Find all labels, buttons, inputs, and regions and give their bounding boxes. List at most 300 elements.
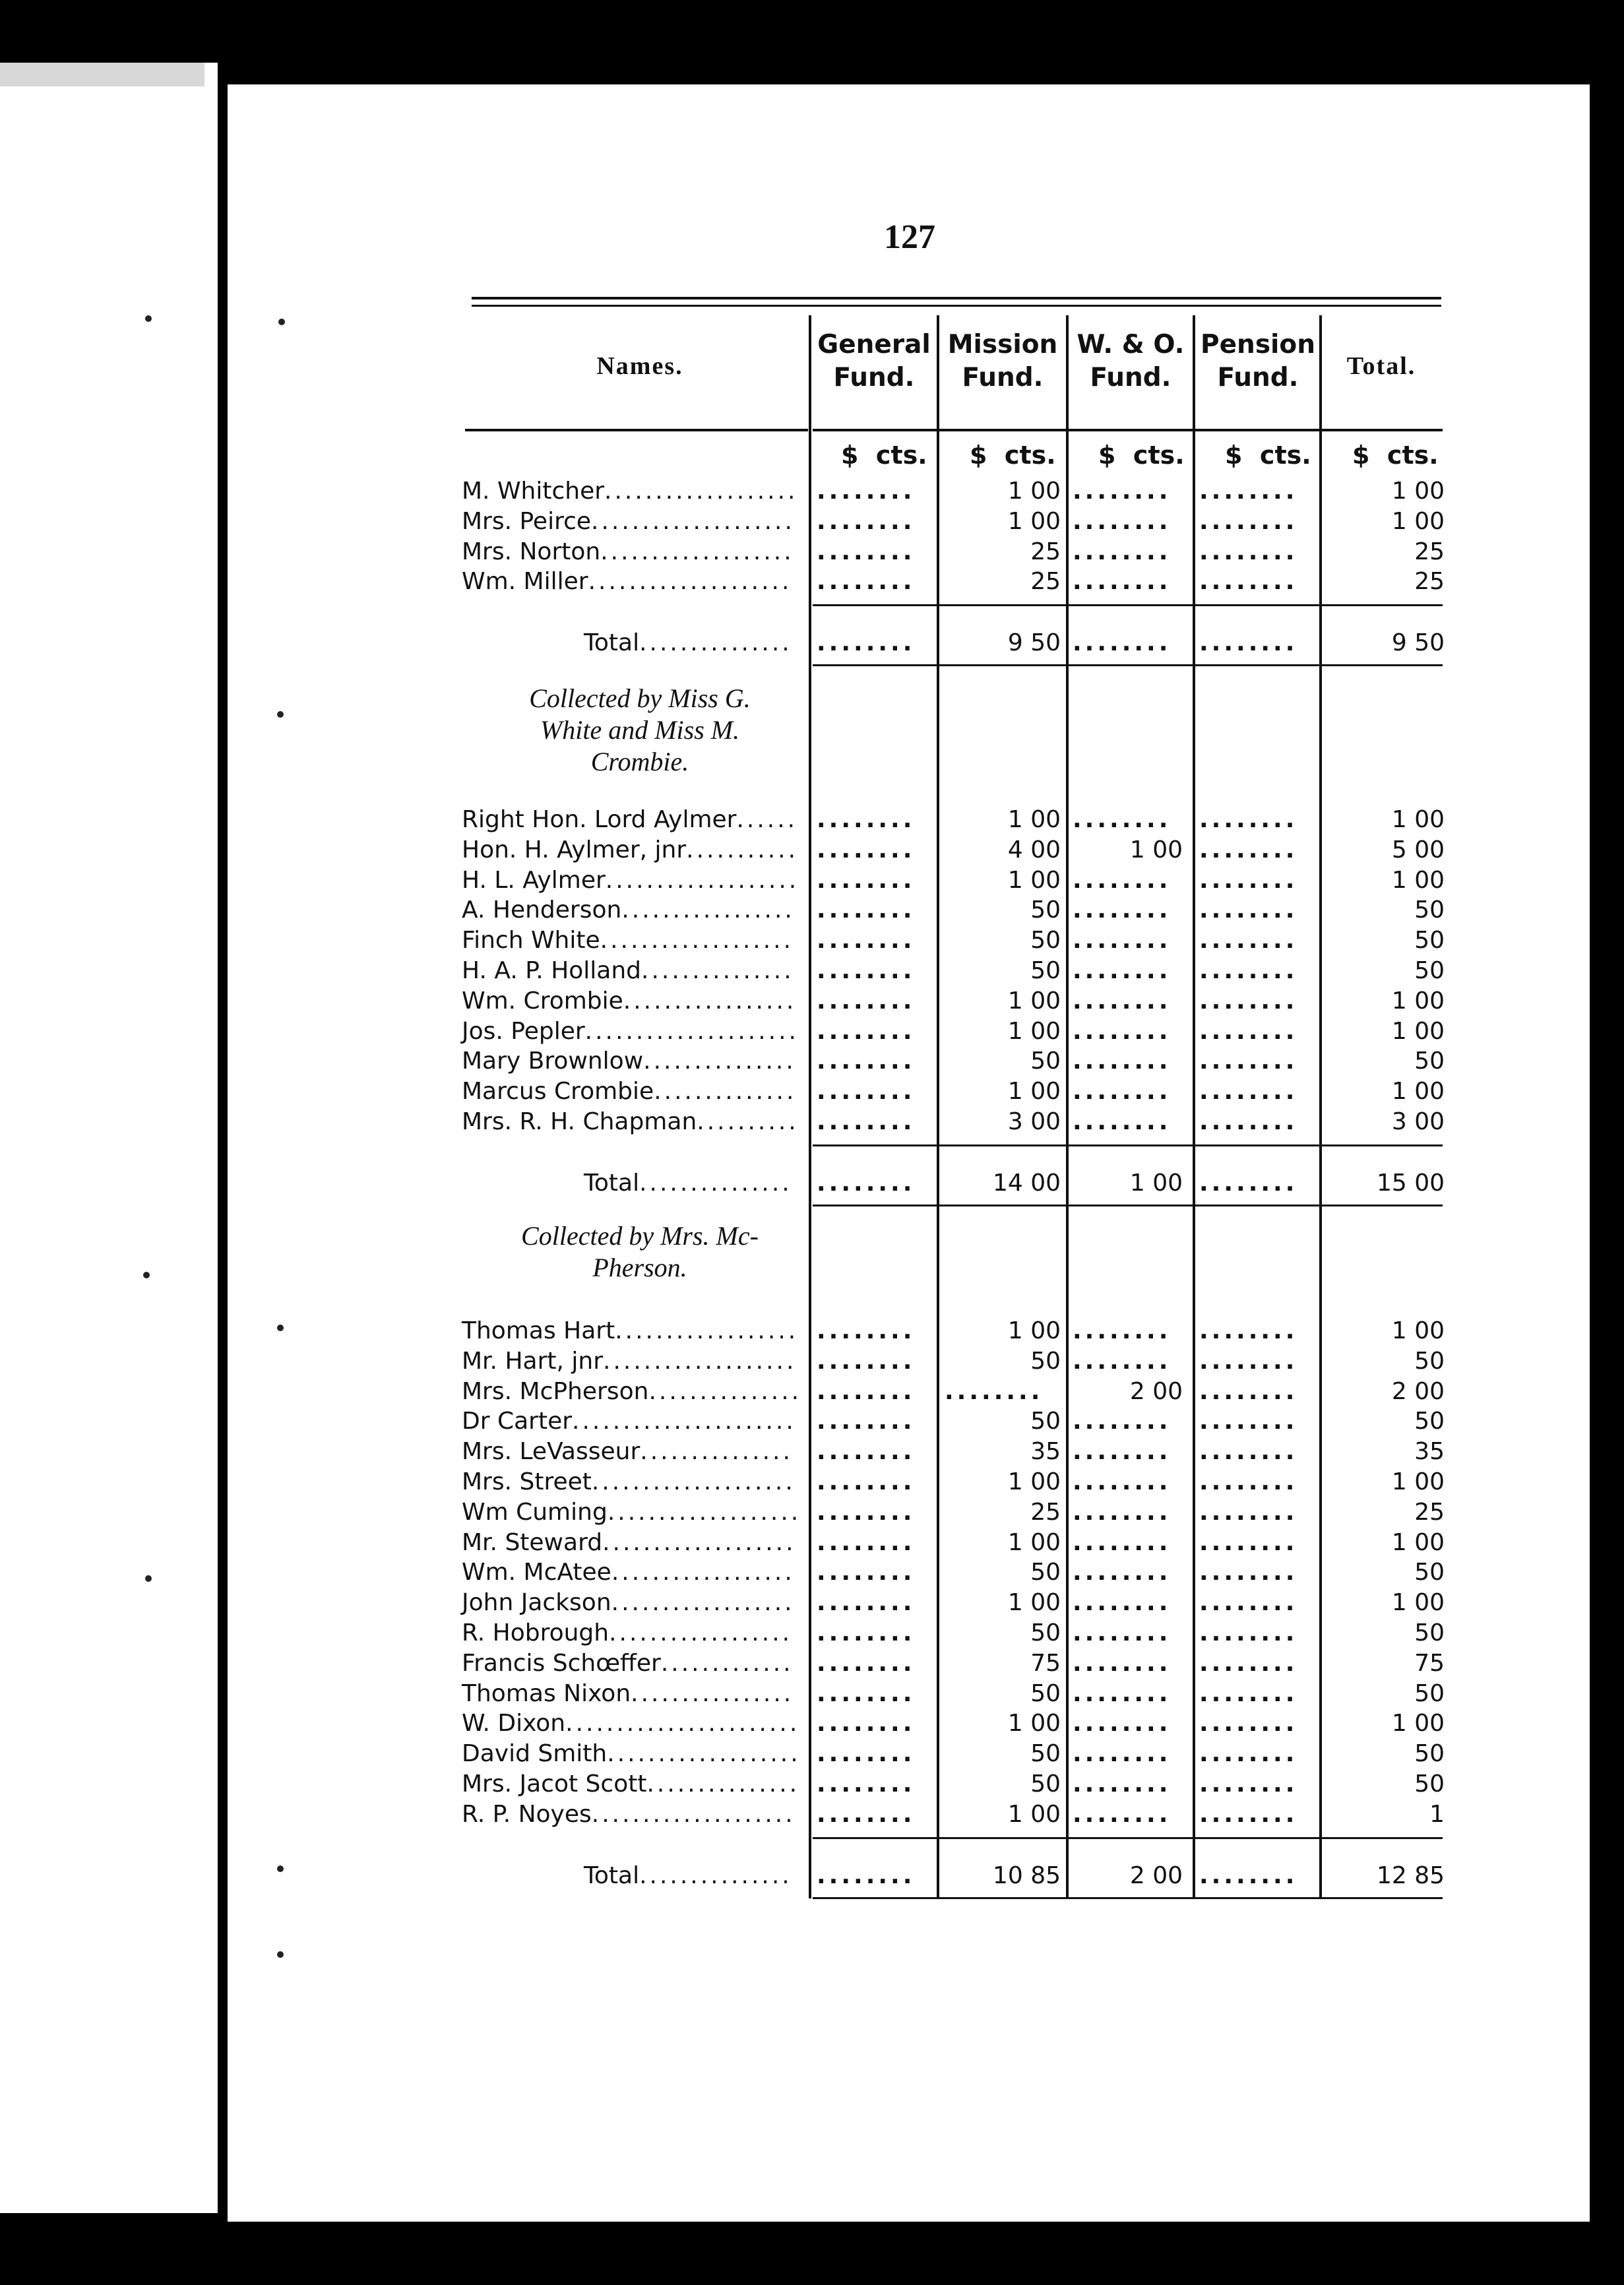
previous-page-fold bbox=[0, 63, 204, 86]
donor-name bbox=[462, 1557, 795, 1588]
amount-total: 50 bbox=[1414, 1679, 1445, 1707]
name-text: A. Henderson bbox=[462, 896, 622, 924]
dot-leader: ............... bbox=[639, 1170, 792, 1197]
empty-cell-dots: ........ bbox=[1199, 1528, 1298, 1556]
donor-name bbox=[462, 1528, 796, 1558]
dot-leader: ................. bbox=[623, 987, 797, 1015]
empty-cell-dots: ........ bbox=[817, 896, 916, 924]
empty-cell-dots: ........ bbox=[1199, 1559, 1298, 1586]
empty-cell-dots: ........ bbox=[817, 1862, 916, 1889]
empty-cell-dots: ........ bbox=[1199, 927, 1298, 955]
amount-total: 1 00 bbox=[1391, 1710, 1445, 1737]
section-total-row bbox=[462, 628, 1451, 658]
table-row bbox=[462, 567, 1451, 597]
dot-leader: .................. bbox=[611, 1589, 795, 1617]
donor-name bbox=[462, 567, 792, 597]
empty-cell-dots: ........ bbox=[1199, 1740, 1298, 1768]
donor-name bbox=[462, 1107, 799, 1137]
amount-total: 3 00 bbox=[1391, 1108, 1445, 1135]
amount-mission: 1 00 bbox=[1007, 806, 1061, 833]
unit-mission: $ cts. bbox=[970, 441, 1056, 470]
empty-cell-dots: ........ bbox=[1199, 1862, 1298, 1889]
empty-cell-dots: ........ bbox=[817, 927, 916, 955]
header-mission-fund: Mission Fund. bbox=[947, 330, 1058, 392]
empty-cell-dots: ........ bbox=[1199, 1017, 1298, 1045]
donor-name bbox=[462, 537, 794, 567]
table-row bbox=[462, 1557, 1451, 1588]
empty-cell-dots: ........ bbox=[1073, 1438, 1171, 1466]
section-rule bbox=[813, 1205, 1443, 1206]
amount-total: 25 bbox=[1414, 538, 1445, 565]
section-heading-line: Crombie. bbox=[590, 747, 689, 776]
amount-mission: 25 bbox=[1030, 538, 1061, 565]
amount-mission: 50 bbox=[1030, 1770, 1061, 1798]
donor-name bbox=[462, 925, 794, 956]
amount-mission: 50 bbox=[1030, 1048, 1061, 1075]
empty-cell-dots: ........ bbox=[817, 1017, 916, 1045]
dot-leader: ................. bbox=[621, 896, 795, 924]
amount-mission: 50 bbox=[1030, 896, 1061, 924]
header-general-fund: General Fund. bbox=[817, 330, 931, 392]
dot-leader: ................... bbox=[607, 1498, 801, 1526]
amount-mission: 1 00 bbox=[1007, 1528, 1061, 1556]
empty-cell-dots: ........ bbox=[1199, 806, 1298, 833]
name-text: Wm. Miller bbox=[462, 568, 588, 596]
empty-cell-dots: ........ bbox=[1073, 1468, 1171, 1495]
name-text: Thomas Nixon bbox=[462, 1679, 631, 1707]
empty-cell-dots: ........ bbox=[817, 1800, 916, 1828]
donor-name bbox=[462, 1406, 796, 1437]
amount-mission: 1 00 bbox=[1007, 987, 1061, 1015]
empty-cell-dots: ........ bbox=[1199, 957, 1298, 984]
empty-cell-dots: ........ bbox=[1073, 927, 1171, 955]
dot-leader: .................. bbox=[609, 1619, 793, 1646]
empty-cell-dots: ........ bbox=[1199, 1317, 1298, 1344]
total-label bbox=[462, 1861, 792, 1891]
header-rule-funds bbox=[813, 429, 1443, 431]
donor-name bbox=[462, 1046, 796, 1077]
table-row bbox=[462, 1528, 1451, 1558]
amount-mission: 1 00 bbox=[1007, 1800, 1061, 1828]
name-text: Mrs. Jacot Scott bbox=[462, 1770, 647, 1798]
name-text: Thomas Hart bbox=[462, 1317, 615, 1344]
donor-name bbox=[462, 476, 797, 507]
amount-wo: 2 00 bbox=[1129, 1862, 1183, 1889]
header-names: Names. bbox=[596, 352, 683, 380]
table-row bbox=[462, 1046, 1451, 1077]
name-text: Finch White bbox=[462, 927, 600, 955]
empty-cell-dots: ........ bbox=[817, 1408, 916, 1435]
empty-cell-dots: ........ bbox=[1199, 1649, 1298, 1677]
empty-cell-dots: ........ bbox=[817, 1770, 916, 1798]
dot-leader: .................... bbox=[591, 1468, 796, 1495]
dot-leader: ............... bbox=[641, 957, 794, 984]
donor-name bbox=[462, 1739, 801, 1769]
dot-leader: ...... bbox=[736, 806, 798, 833]
empty-cell-dots: ........ bbox=[1199, 1770, 1298, 1798]
empty-cell-dots: ........ bbox=[1073, 1559, 1171, 1586]
empty-cell-dots: ........ bbox=[1199, 1710, 1298, 1737]
empty-cell-dots: ........ bbox=[1199, 1108, 1298, 1135]
empty-cell-dots: ........ bbox=[1073, 896, 1171, 924]
empty-cell-dots: ........ bbox=[1073, 1078, 1171, 1106]
empty-cell-dots: ........ bbox=[1199, 987, 1298, 1015]
dot-leader: .......... bbox=[697, 1108, 799, 1135]
name-text: Hon. H. Aylmer, jnr bbox=[462, 836, 687, 863]
empty-cell-dots: ........ bbox=[817, 1649, 916, 1677]
empty-cell-dots: ........ bbox=[817, 1438, 916, 1466]
empty-cell-dots: ........ bbox=[817, 478, 916, 505]
amount-total: 50 bbox=[1414, 1048, 1445, 1075]
empty-cell-dots: ........ bbox=[817, 987, 916, 1015]
donor-name bbox=[462, 1437, 793, 1467]
empty-cell-dots: ........ bbox=[1199, 1679, 1298, 1707]
empty-cell-dots: ........ bbox=[1199, 866, 1298, 894]
dot-leader: ................... bbox=[602, 1528, 796, 1556]
amount-mission: 50 bbox=[1030, 1740, 1061, 1768]
empty-cell-dots: ........ bbox=[817, 1619, 916, 1646]
dot-leader: ................... bbox=[607, 1740, 801, 1768]
name-text: Mr. Steward bbox=[462, 1528, 603, 1556]
section-heading bbox=[462, 1220, 818, 1284]
donor-name bbox=[462, 1618, 792, 1648]
dot-leader: ............... bbox=[639, 629, 792, 657]
table-row bbox=[462, 1497, 1451, 1528]
name-text: Wm. Crombie bbox=[462, 987, 623, 1015]
empty-cell-dots: ........ bbox=[1073, 1770, 1171, 1798]
dot-leader: ..................... bbox=[584, 1017, 799, 1045]
empty-cell-dots: ........ bbox=[1199, 1468, 1298, 1495]
amount-total: 25 bbox=[1414, 568, 1445, 596]
total-label bbox=[462, 628, 792, 658]
empty-cell-dots: ........ bbox=[817, 1078, 916, 1106]
amount-mission: 75 bbox=[1030, 1649, 1061, 1677]
dot-leader: ............. bbox=[660, 1649, 794, 1677]
amount-mission: 50 bbox=[1030, 1559, 1061, 1586]
table-row bbox=[462, 1437, 1451, 1467]
empty-cell-dots: ........ bbox=[817, 1347, 916, 1375]
amount-mission: 14 00 bbox=[992, 1170, 1061, 1197]
donor-name bbox=[462, 1077, 796, 1107]
page-number: 127 bbox=[884, 218, 935, 256]
section-heading-line: Collected by Mrs. Mc- bbox=[521, 1221, 759, 1251]
amount-mission: 1 00 bbox=[1007, 1017, 1061, 1045]
table-row bbox=[462, 1679, 1451, 1709]
empty-cell-dots: ........ bbox=[817, 507, 916, 535]
donor-name bbox=[462, 1316, 798, 1346]
amount-total: 50 bbox=[1414, 927, 1445, 955]
amount-total: 50 bbox=[1414, 957, 1445, 984]
empty-cell-dots: ........ bbox=[1199, 568, 1298, 596]
amount-mission: 50 bbox=[1030, 1347, 1061, 1375]
empty-cell-dots: ........ bbox=[1199, 1377, 1298, 1405]
empty-cell-dots: ........ bbox=[1199, 1347, 1298, 1375]
amount-mission: 4 00 bbox=[1007, 836, 1061, 863]
dot-leader: ................... bbox=[600, 538, 794, 565]
empty-cell-dots: ........ bbox=[1073, 1347, 1171, 1375]
amount-mission: 25 bbox=[1030, 1498, 1061, 1526]
empty-cell-dots: ........ bbox=[1073, 866, 1171, 894]
amount-mission: 35 bbox=[1030, 1438, 1061, 1466]
amount-mission: 1 00 bbox=[1007, 1317, 1061, 1344]
table-row bbox=[462, 865, 1451, 896]
empty-cell-dots: ........ bbox=[1073, 1498, 1171, 1526]
unit-general: $ cts. bbox=[841, 441, 927, 470]
amount-mission: 25 bbox=[1030, 568, 1061, 596]
empty-cell-dots: ........ bbox=[1073, 1710, 1171, 1737]
empty-cell-dots: ........ bbox=[1073, 1528, 1171, 1556]
amount-total: 75 bbox=[1414, 1649, 1445, 1677]
amount-mission: 9 50 bbox=[1007, 629, 1061, 657]
empty-cell-dots: ........ bbox=[817, 538, 916, 565]
empty-cell-dots: ........ bbox=[817, 1740, 916, 1768]
table-row bbox=[462, 956, 1451, 986]
donor-name bbox=[462, 956, 794, 986]
unit-wo: $ cts. bbox=[1098, 441, 1185, 470]
name-text: Dr Carter bbox=[462, 1408, 573, 1435]
amount-total: 50 bbox=[1414, 1347, 1445, 1375]
amount-total: 1 00 bbox=[1391, 1017, 1445, 1045]
empty-cell-dots: ........ bbox=[1073, 1800, 1171, 1828]
amount-total: 35 bbox=[1414, 1438, 1445, 1466]
empty-cell-dots: ........ bbox=[817, 1559, 916, 1586]
name-text: Jos. Pepler bbox=[462, 1017, 585, 1045]
name-text: Mary Brownlow bbox=[462, 1048, 644, 1075]
amount-mission: 3 00 bbox=[1007, 1108, 1061, 1135]
amount-total: 15 00 bbox=[1376, 1170, 1445, 1197]
name-text: W. Dixon bbox=[462, 1710, 566, 1737]
amount-total: 50 bbox=[1414, 1408, 1445, 1435]
dot-leader: .................. bbox=[611, 1559, 795, 1586]
table-row bbox=[462, 507, 1451, 537]
name-text: Mrs. Peirce bbox=[462, 507, 592, 535]
amount-total: 1 00 bbox=[1391, 507, 1445, 535]
empty-cell-dots: ........ bbox=[817, 629, 916, 657]
empty-cell-dots: ........ bbox=[1073, 1408, 1171, 1435]
empty-cell-dots: ........ bbox=[1199, 1170, 1298, 1197]
empty-cell-dots: ........ bbox=[1073, 1619, 1171, 1646]
table-row bbox=[462, 1346, 1451, 1377]
empty-cell-dots: ........ bbox=[1199, 1498, 1298, 1526]
name-text: Total bbox=[584, 1862, 640, 1889]
donor-name bbox=[462, 1679, 794, 1709]
amount-total: 1 bbox=[1429, 1800, 1445, 1828]
empty-cell-dots: ........ bbox=[1073, 507, 1171, 535]
empty-cell-dots: ........ bbox=[1073, 1108, 1171, 1135]
empty-cell-dots: ........ bbox=[1073, 957, 1171, 984]
donor-name bbox=[462, 895, 795, 925]
table-row bbox=[462, 1618, 1451, 1648]
section-rule bbox=[813, 1837, 1443, 1839]
dot-leader: ................... bbox=[604, 478, 798, 505]
amount-mission: 50 bbox=[1030, 957, 1061, 984]
empty-cell-dots: ........ bbox=[1073, 1017, 1171, 1045]
donor-name bbox=[462, 805, 797, 835]
empty-cell-dots: ........ bbox=[1073, 1740, 1171, 1768]
section-rule bbox=[813, 604, 1443, 606]
table-row bbox=[462, 537, 1451, 567]
empty-cell-dots: ........ bbox=[1199, 1408, 1298, 1435]
section-rule bbox=[813, 664, 1443, 666]
empty-cell-dots: ........ bbox=[1199, 896, 1298, 924]
name-text: R. Hobrough bbox=[462, 1619, 609, 1646]
empty-cell-dots: ........ bbox=[1073, 478, 1171, 505]
table-row bbox=[462, 1077, 1451, 1107]
amount-mission: 10 85 bbox=[992, 1862, 1061, 1889]
dot-leader: ............... bbox=[648, 1377, 802, 1405]
previous-page-edge bbox=[0, 63, 218, 2213]
table-row bbox=[462, 835, 1451, 865]
empty-cell-dots: ........ bbox=[817, 1679, 916, 1707]
name-text: David Smith bbox=[462, 1740, 608, 1768]
donor-name bbox=[462, 1648, 794, 1679]
name-text: Francis Schœffer bbox=[462, 1649, 661, 1677]
name-text: Mrs. Street bbox=[462, 1468, 592, 1495]
name-text: Marcus Crombie bbox=[462, 1078, 654, 1106]
amount-mission: 1 00 bbox=[1007, 478, 1061, 505]
name-text: Mrs. McPherson bbox=[462, 1377, 649, 1405]
amount-total: 1 00 bbox=[1391, 478, 1445, 505]
dot-leader: ................... bbox=[605, 866, 799, 894]
empty-cell-dots: ........ bbox=[817, 568, 916, 596]
table-row bbox=[462, 1316, 1451, 1346]
empty-cell-dots: ........ bbox=[817, 806, 916, 833]
empty-cell-dots: ........ bbox=[1073, 1589, 1171, 1617]
empty-cell-dots: ........ bbox=[817, 957, 916, 984]
table-row bbox=[462, 1107, 1451, 1137]
header-wo-fund: W. & O. Fund. bbox=[1077, 330, 1185, 392]
table-row bbox=[462, 986, 1451, 1017]
empty-cell-dots: ........ bbox=[1073, 987, 1171, 1015]
name-text: Mrs. LeVasseur bbox=[462, 1438, 640, 1466]
empty-cell-dots: ........ bbox=[1199, 507, 1298, 535]
amount-total: 50 bbox=[1414, 1559, 1445, 1586]
total-label bbox=[462, 1168, 792, 1199]
table-row bbox=[462, 1017, 1451, 1047]
empty-cell-dots: ........ bbox=[817, 1710, 916, 1737]
empty-cell-dots: ........ bbox=[1073, 629, 1171, 657]
amount-total: 50 bbox=[1414, 1770, 1445, 1798]
amount-total: 1 00 bbox=[1391, 1589, 1445, 1617]
table-row bbox=[462, 895, 1451, 925]
amount-mission: 50 bbox=[1030, 1619, 1061, 1646]
amount-wo: 1 00 bbox=[1129, 836, 1183, 863]
table-row bbox=[462, 1800, 1451, 1830]
empty-cell-dots: ........ bbox=[1199, 1048, 1298, 1075]
donor-name bbox=[462, 865, 799, 896]
donor-name bbox=[462, 1769, 799, 1800]
donor-name bbox=[462, 1800, 796, 1830]
dot-leader: .............. bbox=[654, 1078, 797, 1106]
dot-leader: ............... bbox=[640, 1438, 793, 1466]
empty-cell-dots: ........ bbox=[817, 1170, 916, 1197]
dot-leader: ............... bbox=[643, 1048, 796, 1075]
name-text: Total bbox=[584, 629, 640, 657]
empty-cell-dots: ........ bbox=[817, 1377, 916, 1405]
empty-cell-dots: ........ bbox=[1199, 1438, 1298, 1466]
amount-total: 1 00 bbox=[1391, 1528, 1445, 1556]
amount-mission: 1 00 bbox=[1007, 507, 1061, 535]
dot-leader: .................... bbox=[591, 507, 795, 535]
dot-leader: ........... bbox=[686, 836, 799, 863]
empty-cell-dots: ........ bbox=[1199, 1800, 1298, 1828]
dot-leader: ................... bbox=[600, 927, 794, 955]
empty-cell-dots: ........ bbox=[945, 1377, 1044, 1405]
donor-name bbox=[462, 507, 795, 537]
dot-leader: ................... bbox=[603, 1347, 797, 1375]
name-text: R. P. Noyes bbox=[462, 1800, 592, 1828]
dot-leader: .................... bbox=[588, 568, 792, 596]
amount-total: 5 00 bbox=[1391, 836, 1445, 863]
amount-mission: 1 00 bbox=[1007, 866, 1061, 894]
table-row bbox=[462, 1467, 1451, 1497]
amount-mission: 1 00 bbox=[1007, 1468, 1061, 1495]
amount-mission: 50 bbox=[1030, 1679, 1061, 1707]
empty-cell-dots: ........ bbox=[817, 1589, 916, 1617]
section-total-row bbox=[462, 1168, 1451, 1199]
amount-mission: 50 bbox=[1030, 927, 1061, 955]
empty-cell-dots: ........ bbox=[817, 1468, 916, 1495]
document-page bbox=[228, 84, 1590, 2222]
top-rule bbox=[472, 297, 1441, 299]
section-rule bbox=[813, 1144, 1443, 1146]
dot-leader: .................... bbox=[591, 1800, 796, 1828]
table-row bbox=[462, 1739, 1451, 1769]
table-row bbox=[462, 1648, 1451, 1679]
name-text: Wm Cuming bbox=[462, 1498, 608, 1526]
amount-total: 1 00 bbox=[1391, 1078, 1445, 1106]
empty-cell-dots: ........ bbox=[1199, 1589, 1298, 1617]
name-text: Mrs. Norton bbox=[462, 538, 601, 565]
table-row bbox=[462, 476, 1451, 507]
section-heading-line: White and Miss M. bbox=[540, 715, 740, 745]
section-heading-line: Collected by Miss G. bbox=[529, 683, 751, 713]
section-heading bbox=[462, 683, 818, 778]
table-row bbox=[462, 925, 1451, 956]
header-total: Total. bbox=[1346, 352, 1416, 380]
empty-cell-dots: ........ bbox=[817, 1108, 916, 1135]
amount-total: 1 00 bbox=[1391, 1468, 1445, 1495]
name-text: H. L. Aylmer bbox=[462, 866, 606, 894]
donor-name bbox=[462, 1588, 795, 1618]
empty-cell-dots: ........ bbox=[1199, 1619, 1298, 1646]
amount-mission: 1 00 bbox=[1007, 1078, 1061, 1106]
table-row bbox=[462, 1708, 1451, 1739]
table-row bbox=[462, 1377, 1451, 1407]
empty-cell-dots: ........ bbox=[1199, 1078, 1298, 1106]
table-row bbox=[462, 1406, 1451, 1437]
empty-cell-dots: ........ bbox=[1199, 629, 1298, 657]
empty-cell-dots: ........ bbox=[1199, 478, 1298, 505]
amount-wo: 1 00 bbox=[1129, 1170, 1183, 1197]
unit-pension: $ cts. bbox=[1225, 441, 1311, 470]
dot-leader: ....................... bbox=[565, 1710, 800, 1737]
name-text: John Jackson bbox=[462, 1589, 611, 1617]
name-text: H. A. P. Holland bbox=[462, 957, 642, 984]
empty-cell-dots: ........ bbox=[1199, 836, 1298, 863]
amount-mission: 1 00 bbox=[1007, 1589, 1061, 1617]
donor-name bbox=[462, 835, 798, 865]
amount-mission: 1 00 bbox=[1007, 1710, 1061, 1737]
dot-leader: ................ bbox=[631, 1679, 794, 1707]
empty-cell-dots: ........ bbox=[1073, 1317, 1171, 1344]
dot-leader: ............... bbox=[639, 1862, 792, 1889]
empty-cell-dots: ........ bbox=[817, 836, 916, 863]
amount-total: 1 00 bbox=[1391, 1317, 1445, 1344]
name-text: Right Hon. Lord Aylmer bbox=[462, 806, 737, 833]
donor-name bbox=[462, 1377, 801, 1407]
empty-cell-dots: ........ bbox=[817, 1317, 916, 1344]
